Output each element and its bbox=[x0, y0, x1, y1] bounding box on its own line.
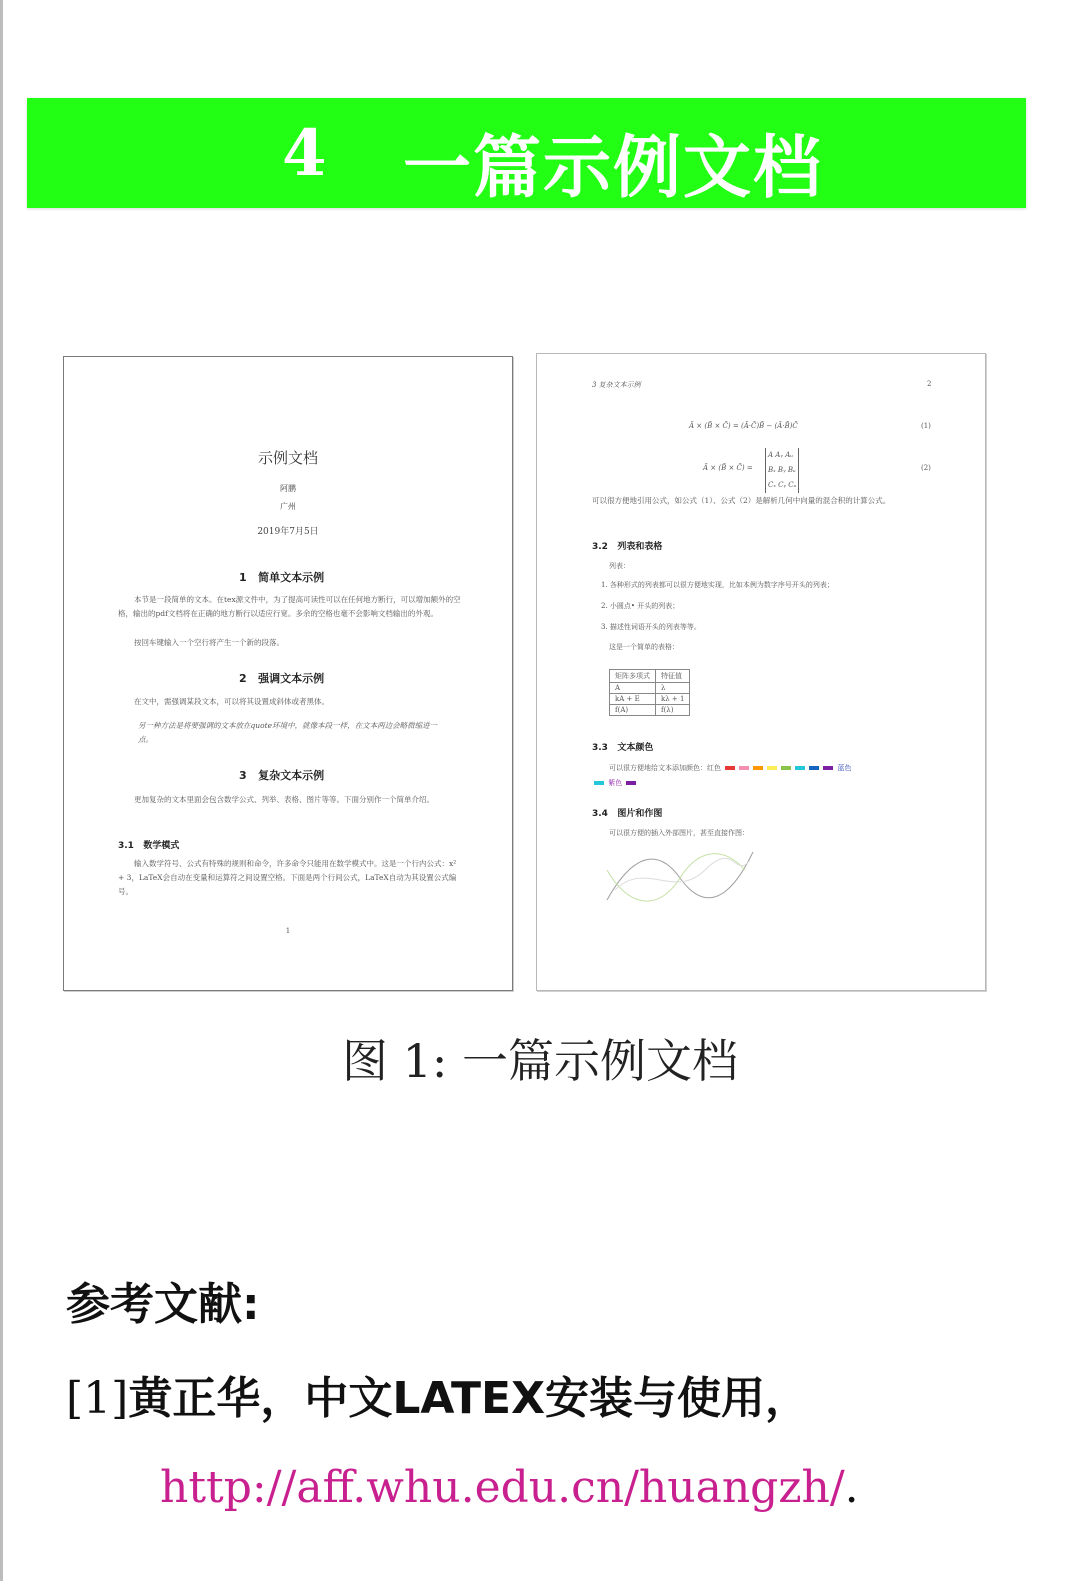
table-cell: A bbox=[610, 683, 656, 694]
equation-2-determinant bbox=[765, 448, 799, 493]
section-1-para-2: 按回车键输入一个空行将产生一个新的段落。 bbox=[134, 638, 284, 647]
color-swatch bbox=[739, 766, 749, 770]
section-3-heading bbox=[239, 767, 324, 783]
color-label-purple: 紫色 bbox=[608, 779, 623, 787]
reference-url-suffix: . bbox=[844, 1462, 859, 1513]
document-page-1 bbox=[63, 356, 513, 991]
table-row bbox=[610, 670, 690, 683]
subsection-3-2-heading bbox=[592, 539, 662, 552]
section-2-number: 2 bbox=[239, 672, 247, 685]
curve-2 bbox=[607, 854, 745, 901]
reference-text: 黄正华，中文LATEX安装与使用， bbox=[128, 1373, 809, 1424]
color-swatch bbox=[823, 766, 833, 770]
equation-2-number: (2) bbox=[921, 464, 931, 472]
det-row-3: Cₓ Cᵧ Cᵤ bbox=[768, 481, 797, 489]
table-cell: kλ + 1 bbox=[656, 694, 690, 705]
color-swatch bbox=[725, 766, 735, 770]
section-banner bbox=[27, 98, 1026, 208]
table-cell: λ bbox=[656, 683, 690, 694]
section-2-heading bbox=[239, 670, 324, 686]
list-item: 3. 描述性词语开头的列表等等。 bbox=[601, 623, 701, 631]
reference-number: [1] bbox=[66, 1373, 129, 1424]
section-2-para-1: 在文中，需强调某段文本，可以将其设置成斜体或者黑体。 bbox=[134, 697, 329, 706]
list-item: 1. 各种形式的列表都可以很方便地实现，比如本例为数字序号开头的列表； bbox=[601, 581, 834, 589]
color-text-line-2 bbox=[592, 778, 638, 788]
table-header-cell: 特征值 bbox=[656, 670, 690, 683]
color-text-line bbox=[609, 763, 851, 773]
subsection-3-3-number: 3.3 bbox=[592, 743, 608, 753]
color-swatch bbox=[781, 766, 791, 770]
figure-caption: 图 1: 一篇示例文档 bbox=[341, 1034, 738, 1088]
subsection-3-4-number: 3.4 bbox=[592, 809, 608, 819]
reference-item-1 bbox=[66, 1362, 809, 1426]
equation-reference-text: 可以很方便地引用公式，如公式（1）、公式（2）是解析几何中向量的混合积的计算公式。 bbox=[592, 496, 891, 505]
section-number: 4 bbox=[282, 116, 327, 191]
section-1-heading bbox=[239, 569, 324, 585]
document-page-2 bbox=[536, 353, 986, 991]
table-row bbox=[610, 705, 690, 716]
color-swatches bbox=[723, 764, 835, 772]
color-swatch bbox=[809, 766, 819, 770]
color-label-blue: 蓝色 bbox=[837, 764, 852, 772]
subsection-3-4-title: 图片和作图 bbox=[617, 809, 663, 819]
section-3-title: 复杂文本示例 bbox=[258, 769, 325, 782]
section-2-quote: 另一种方法是将要强调的文本放在quote环境中，就像本段一样，在文本两边会略微缩进一点。 bbox=[138, 721, 438, 744]
section-3-number: 3 bbox=[239, 769, 247, 782]
color-swatch bbox=[594, 781, 604, 785]
det-row-1: A Aᵧ Aᵤ bbox=[768, 451, 794, 459]
table-cell: f(λ) bbox=[656, 705, 690, 716]
page-1-number: 1 bbox=[285, 927, 291, 935]
section-title: 一篇示例文档 bbox=[403, 129, 824, 208]
curve-1 bbox=[607, 852, 753, 900]
subsection-3-4-heading bbox=[592, 806, 662, 819]
subsection-3-1-heading bbox=[118, 838, 179, 851]
equation-1: Ã × (B̃ × C̃) = (Ã·C̃)B̃ − (Ã·B̃)C̃ bbox=[689, 422, 798, 430]
subsection-3-2-title: 列表和表格 bbox=[617, 542, 663, 552]
section-1-title: 简单文本示例 bbox=[258, 571, 325, 584]
page-2-header-left: 3 复杂文本示例 bbox=[592, 381, 641, 389]
list-intro: 列表： bbox=[609, 562, 630, 570]
doc-title: 示例文档 bbox=[257, 449, 318, 467]
color-swatch bbox=[767, 766, 777, 770]
subsection-3-1-para: 输入数学符号、公式有特殊的规则和命令，许多命令只能用在数学模式中。这是一个行内公式：x² + 3，LaTeX会自动在变量和运算符之间设置空格。下面是两个行间公式，LaTeX自动为其设置公式编号。 bbox=[118, 859, 457, 896]
page-2-header-right: 2 bbox=[927, 380, 932, 388]
table-header-cell: 矩阵多项式 bbox=[610, 670, 656, 683]
sine-plot bbox=[605, 840, 755, 916]
table-cell: f(A) bbox=[610, 705, 656, 716]
section-2-title: 强调文本示例 bbox=[258, 672, 325, 685]
subsection-3-2-number: 3.2 bbox=[592, 542, 608, 552]
subsection-3-3-heading bbox=[592, 740, 653, 753]
doc-author: 阿鹏 bbox=[280, 484, 296, 493]
table-intro: 这是一个简单的表格： bbox=[609, 643, 679, 651]
sample-table bbox=[609, 669, 690, 716]
doc-date: 2019年7月5日 bbox=[257, 527, 319, 537]
section-3-para-1: 更加复杂的文本里面会包含数学公式、列举、表格、图片等等。下面分别作一个简单介绍。 bbox=[134, 795, 434, 804]
color-text: 可以很方便地给文本添加颜色：红色 bbox=[609, 764, 721, 772]
figure-intro: 可以很方便的插入外部图片，甚至直接作图： bbox=[609, 829, 749, 837]
color-swatch bbox=[626, 781, 636, 785]
doc-place: 广州 bbox=[280, 502, 296, 511]
reference-url-link[interactable]: http://aff.whu.edu.cn/huangzh/ bbox=[160, 1462, 845, 1513]
list-item: 2. 小圆点• 开头的列表； bbox=[601, 602, 680, 610]
section-1-number: 1 bbox=[239, 571, 247, 584]
color-swatch bbox=[795, 766, 805, 770]
det-row-2: Bₓ Bᵧ Bᵤ bbox=[768, 466, 796, 474]
color-swatch bbox=[753, 766, 763, 770]
table-row bbox=[610, 683, 690, 694]
subsection-3-3-title: 文本颜色 bbox=[617, 743, 654, 753]
table-row bbox=[610, 694, 690, 705]
table-cell: kA + E bbox=[610, 694, 656, 705]
subsection-3-1-number: 3.1 bbox=[118, 841, 134, 851]
equation-1-number: (1) bbox=[921, 422, 931, 430]
subsection-3-1-title: 数学模式 bbox=[143, 841, 180, 851]
reference-url-line bbox=[160, 1462, 859, 1513]
section-1-para-1: 本节是一段简单的文本。在tex源文件中，为了提高可读性可以在任何地方断行，可以增加额外的空格，输出的pdf文档将在正确的地方断行以适应行宽。多余的空格也毫不会影响文档输出的外观。 bbox=[118, 595, 461, 618]
equation-2-lhs: Ã × (B̃ × C̃) = bbox=[703, 464, 753, 472]
left-edge-line bbox=[0, 0, 3, 1581]
references-heading: 参考文献: bbox=[66, 1279, 260, 1330]
